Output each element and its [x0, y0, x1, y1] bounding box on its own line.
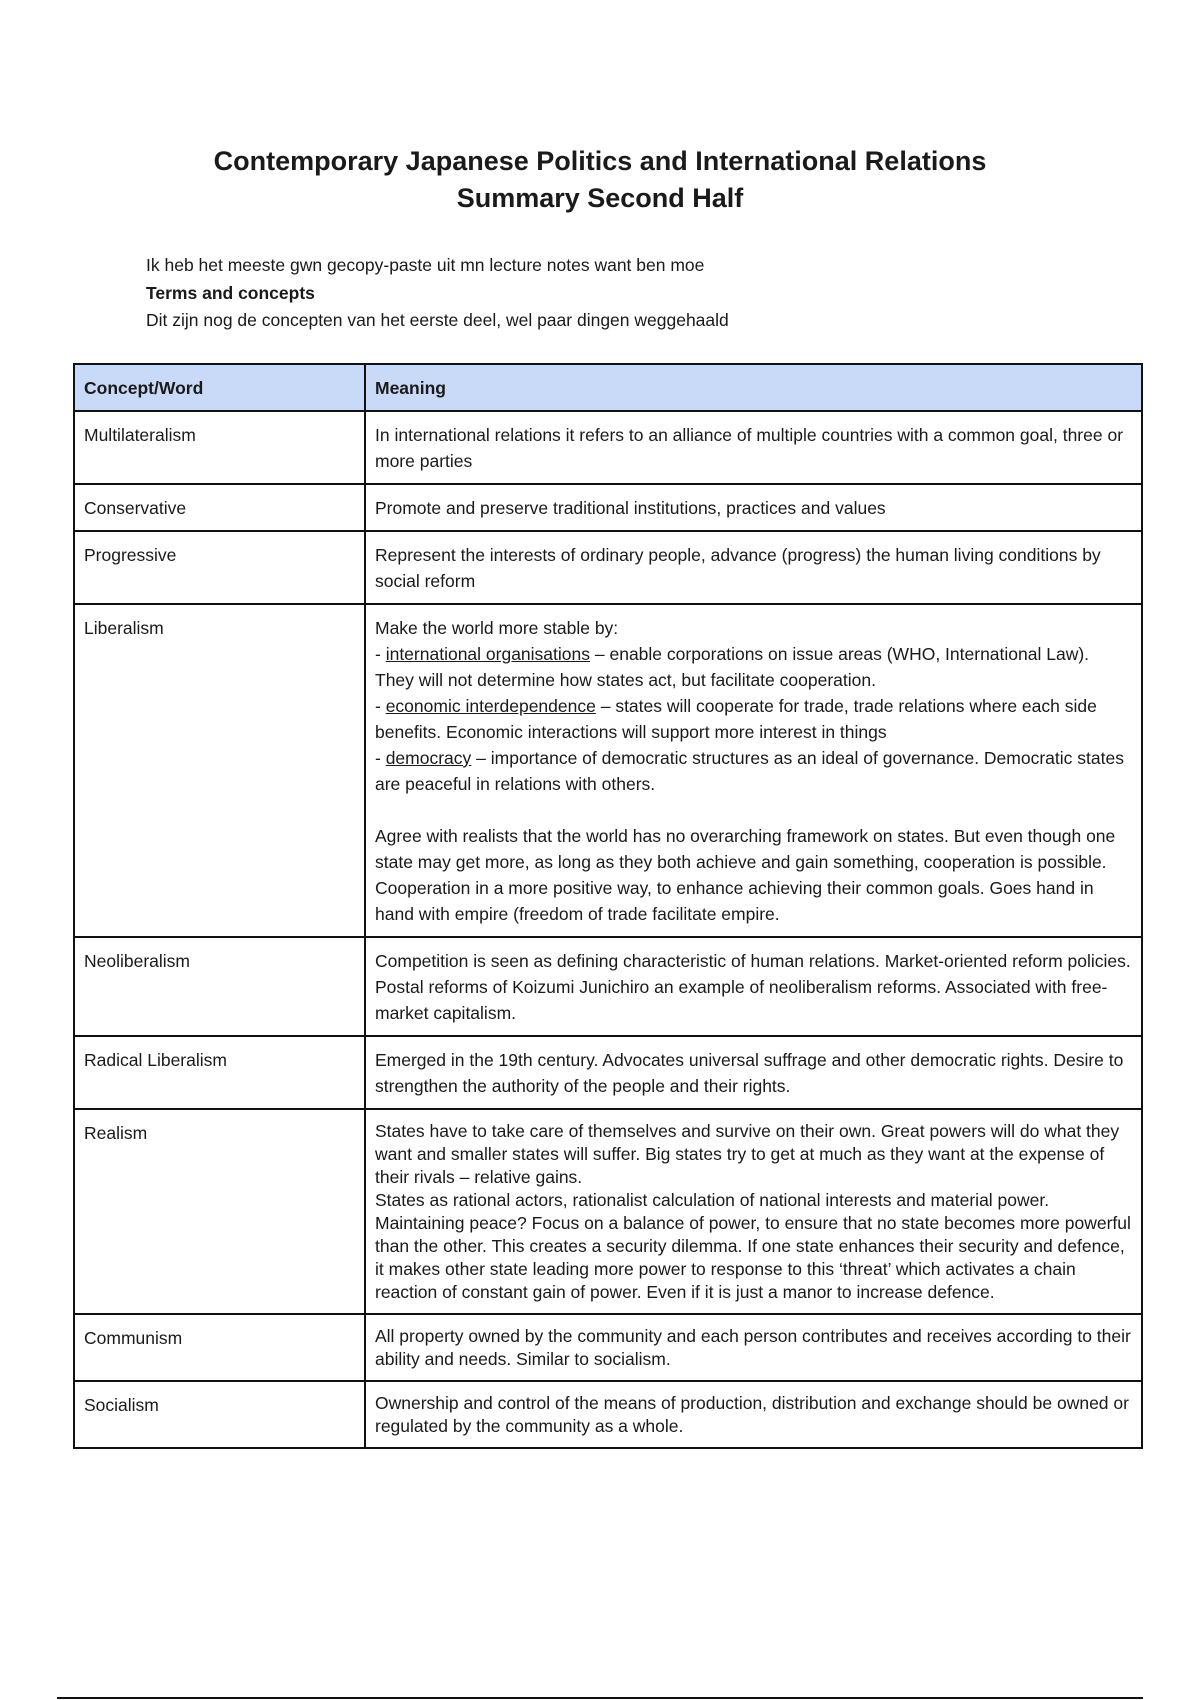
meaning-cell — [365, 1109, 1142, 1314]
table-row — [74, 1314, 1142, 1381]
intro-note: Ik heb het meeste gwn gecopy-paste uit mn lecture notes want ben moe — [146, 255, 705, 275]
meaning-cell: In international relations it refers to an alliance of multiple countries with a common goal, three or more parties — [365, 411, 1142, 484]
liberalism-intro: Make the world more stable by: — [375, 618, 619, 638]
underlined-term: democracy — [385, 748, 472, 768]
liberalism-point — [375, 745, 1132, 797]
meaning-cell — [365, 604, 1142, 937]
realism-paragraph: States have to take care of themselves and survive on their own. Great powers will do what they want and smaller states will suffer. Big states try to get at much as they want at the expense of their rivals – relative gains. — [375, 1121, 1120, 1187]
meaning-cell: Ownership and control of the means of production, distribution and exchange should be owned or regulated by the community as a whole. — [365, 1381, 1142, 1448]
meaning-cell: Competition is seen as defining characteristic of human relations. Market-oriented reform policies. Postal reforms of Koizumi Junichiro an example of neoliberalism reforms. Associated with free-market capitalism. — [365, 937, 1142, 1036]
meaning-cell: Represent the interests of ordinary people, advance (progress) the human living conditions by social reform — [365, 531, 1142, 604]
liberalism-point — [375, 641, 1132, 693]
meaning-cell: Emerged in the 19th century. Advocates universal suffrage and other democratic rights. Desire to strengthen the authority of the people and their rights. — [365, 1036, 1142, 1109]
point-text: – importance of democratic structures as an ideal of governance. Democratic states are peaceful in relations with others. — [375, 748, 1124, 794]
table-row — [74, 411, 1142, 484]
bullet-dash: - — [375, 644, 386, 664]
concept-cell: Liberalism — [74, 604, 365, 937]
liberalism-point — [375, 693, 1132, 745]
point-text: – enable corporations on issue areas (WHO, International Law). They will not determine how states act, but facilitate cooperation. — [375, 644, 1090, 690]
concept-cell: Radical Liberalism — [74, 1036, 365, 1109]
table-row — [74, 1036, 1142, 1109]
document-title — [0, 143, 1200, 217]
realism-paragraph: Maintaining peace? Focus on a balance of power, to ensure that no state becomes more powerful than the other. This creates a security dilemma. If one state enhances their security and defence, it makes other state leading more power to response to this ‘threat’ which activates a chain reaction of constant gain of power. Even if it is just a manor to increase defence. — [375, 1213, 1131, 1302]
concepts-table — [73, 363, 1143, 1449]
concept-cell: Neoliberalism — [74, 937, 365, 1036]
bullet-dash: - — [375, 696, 386, 716]
concept-cell: Communism — [74, 1314, 365, 1381]
table-row — [74, 531, 1142, 604]
table-row — [74, 1109, 1142, 1314]
concept-cell: Progressive — [74, 531, 365, 604]
title-line-2: Summary Second Half — [456, 183, 744, 213]
intro-subnote: Dit zijn nog de concepten van het eerste deel, wel paar dingen weggehaald — [146, 310, 729, 330]
title-line-1: Contemporary Japanese Politics and International Relations — [213, 146, 987, 176]
concept-cell: Multilateralism — [74, 411, 365, 484]
header-concept: Concept/Word — [74, 364, 365, 411]
point-text: – states will cooperate for trade, trade relations where each side benefits. Economic interactions will support more interest in things — [375, 696, 1097, 742]
concept-cell: Realism — [74, 1109, 365, 1314]
table-row — [74, 937, 1142, 1036]
intro-section — [146, 252, 729, 335]
concept-cell: Conservative — [74, 484, 365, 531]
table-row — [74, 604, 1142, 937]
header-meaning: Meaning — [365, 364, 1142, 411]
meaning-cell: Promote and preserve traditional institutions, practices and values — [365, 484, 1142, 531]
bullet-dash: - — [375, 748, 386, 768]
section-heading: Terms and concepts — [146, 282, 315, 303]
realism-paragraph: States as rational actors, rationalist calculation of national interests and material power. — [375, 1190, 1050, 1210]
paragraph-gap — [375, 797, 1132, 823]
underlined-term: international organisations — [385, 644, 591, 664]
concept-cell: Socialism — [74, 1381, 365, 1448]
meaning-cell: All property owned by the community and each person contributes and receives according to their ability and needs. Similar to socialism. — [365, 1314, 1142, 1381]
liberalism-paragraph: Agree with realists that the world has no overarching framework on states. But even though one state may get more, as long as they both achieve and gain something, cooperation is possible. Cooperation in a more positive way, to enhance achieving their common goals. Goes hand in hand with empire (freedom of trade facilitate empire. — [375, 826, 1116, 924]
table-row — [74, 484, 1142, 531]
underlined-term: economic interdependence — [385, 696, 596, 716]
table-row — [74, 1381, 1142, 1448]
page-divider — [57, 1697, 1143, 1699]
table-header-row — [74, 364, 1142, 411]
